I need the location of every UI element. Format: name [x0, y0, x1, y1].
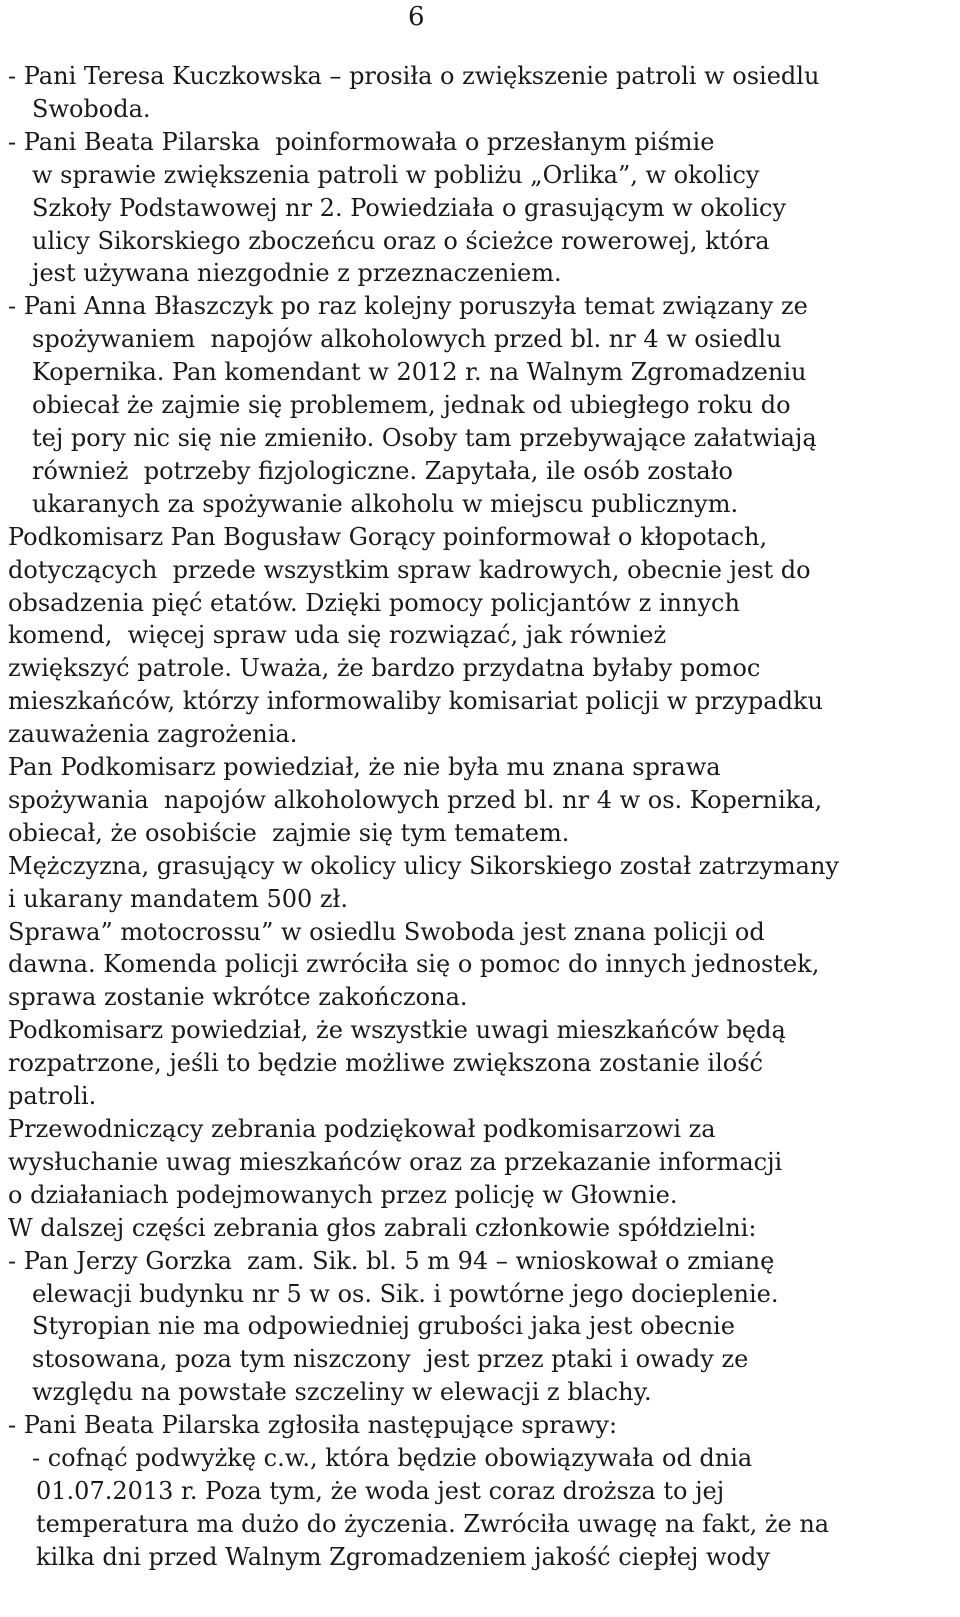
text-line: Sprawa” motocrossu” w osiedlu Swoboda jest znana policji od: [8, 917, 765, 946]
text-line: obiecał, że osobiście zajmie się tym tematem.: [8, 818, 570, 847]
text-line: zwiększyć patrole. Uważa, że bardzo przydatna byłaby pomoc: [8, 654, 761, 683]
text-line: 01.07.2013 r. Poza tym, że woda jest coraz droższa to jej: [36, 1476, 725, 1505]
text-line: ulicy Sikorskiego zboczeńcu oraz o ścieżce rowerowej, która: [32, 226, 770, 255]
text-line: spożywania napojów alkoholowych przed bl. nr 4 w os. Kopernika,: [8, 785, 823, 814]
text-line: obiecał że zajmie się problemem, jednak od ubiegłego roku do: [32, 391, 791, 420]
text-line: o działaniach podejmowanych przez policję w Głownie.: [8, 1180, 678, 1209]
text-line: rozpatrzone, jeśli to będzie możliwe zwiększona zostanie ilość: [8, 1049, 763, 1078]
text-line: Kopernika. Pan komendant w 2012 r. na Walnym Zgromadzeniu: [32, 358, 807, 387]
text-line: w sprawie zwiększenia patroli w pobliżu „Orlika”, w okolicy: [32, 160, 760, 189]
text-line: Mężczyzna, grasujący w okolicy ulicy Sikorskiego został zatrzymany: [8, 851, 839, 880]
text-line: - Pani Teresa Kuczkowska – prosiła o zwiększenie patroli w osiedlu: [8, 62, 820, 90]
text-line: Szkoły Podstawowej nr 2. Powiedziała o grasującym w okolicy: [32, 193, 787, 222]
text-line: jest używana niezgodnie z przeznaczeniem.: [32, 259, 562, 288]
page-number: 6: [408, 2, 425, 32]
text-line: również potrzeby fizjologiczne. Zapytała, ile osób zostało: [32, 456, 733, 485]
text-line: Styropian nie ma odpowiedniej grubości jaka jest obecnie: [32, 1312, 735, 1341]
text-line: Swoboda.: [32, 94, 151, 123]
text-line: komend, więcej spraw uda się rozwiązać, jak również: [8, 621, 667, 650]
text-line: mieszkańców, którzy informowaliby komisariat policji w przypadku: [8, 687, 823, 716]
text-line: ukaranych za spożywanie alkoholu w miejscu publicznym.: [32, 489, 739, 518]
text-line: - Pani Anna Błaszczyk po raz kolejny poruszyła temat związany ze: [8, 292, 808, 321]
text-line: sprawa zostanie wkrótce zakończona.: [8, 983, 468, 1012]
text-line: Podkomisarz Pan Bogusław Gorący poinformował o kłopotach,: [8, 522, 768, 551]
text-line: zauważenia zagrożenia.: [8, 720, 298, 749]
text-line: Pan Podkomisarz powiedział, że nie była mu znana sprawa: [8, 753, 721, 782]
text-line: tej pory nic się nie zmieniło. Osoby tam przebywające załatwiają: [32, 423, 817, 452]
text-line: - Pani Beata Pilarska zgłosiła następujące sprawy:: [8, 1411, 618, 1440]
text-line: - Pan Jerzy Gorzka zam. Sik. bl. 5 m 94 – wnioskował o zmianę: [8, 1246, 775, 1275]
text-line: i ukarany mandatem 500 zł.: [8, 884, 348, 913]
text-line: względu na powstałe szczeliny w elewacji z blachy.: [32, 1378, 652, 1407]
text-line: W dalszej części zebrania głos zabrali członkowie spółdzielni:: [8, 1213, 757, 1242]
text-line: spożywaniem napojów alkoholowych przed bl. nr 4 w osiedlu: [32, 325, 782, 354]
text-line: patroli.: [8, 1082, 97, 1111]
text-line: obsadzenia pięć etatów. Dzięki pomocy policjantów z innych: [8, 588, 740, 617]
document-body: [8, 60, 960, 1574]
text-line: dawna. Komenda policji zwróciła się o pomoc do innych jednostek,: [8, 950, 820, 979]
text-line: temperatura ma dużo do życzenia. Zwróciła uwagę na fakt, że na: [36, 1509, 830, 1538]
text-line: stosowana, poza tym niszczony jest przez ptaki i owady ze: [32, 1345, 749, 1374]
text-line: elewacji budynku nr 5 w os. Sik. i powtórne jego docieplenie.: [32, 1279, 779, 1308]
text-line: kilka dni przed Walnym Zgromadzeniem jakość ciepłej wody: [36, 1542, 770, 1571]
text-line: - Pani Beata Pilarska poinformowała o przesłanym piśmie: [8, 127, 715, 156]
text-line: - cofnąć podwyżkę c.w., która będzie obowiązywała od dnia: [32, 1444, 753, 1473]
text-line: Podkomisarz powiedział, że wszystkie uwagi mieszkańców będą: [8, 1016, 786, 1045]
text-line: dotyczących przede wszystkim spraw kadrowych, obecnie jest do: [8, 555, 811, 584]
text-line: wysłuchanie uwag mieszkańców oraz za przekazanie informacji: [8, 1147, 783, 1176]
text-line: Przewodniczący zebrania podziękował podkomisarzowi za: [8, 1115, 716, 1143]
